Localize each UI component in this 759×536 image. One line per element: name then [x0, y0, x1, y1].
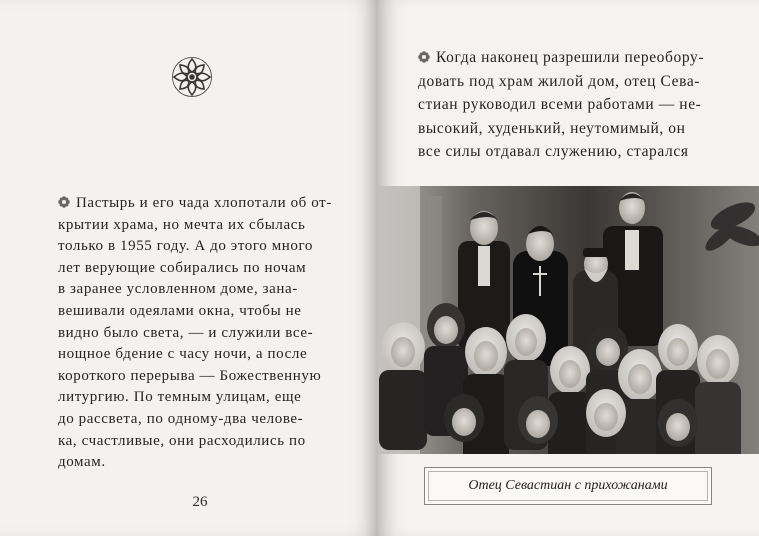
flower-bullet-icon: [58, 196, 70, 208]
photo-caption: [424, 467, 712, 505]
text-line: домам.: [58, 454, 106, 471]
text-line: нощное бдение с часу ночи, а после: [58, 346, 308, 363]
text-line: короткого перерыва — Божественную: [58, 367, 322, 384]
text-line: литургию. По темным улицам, еще: [58, 389, 302, 406]
text-line: лет верующие собирались по ночам: [58, 259, 307, 276]
text-line: только в 1955 году. А до этого много: [58, 238, 314, 255]
text-line: довать под храм жилой дом, отец Сева-: [418, 72, 701, 90]
page-number: 26: [192, 494, 208, 510]
text-line: до рассвета, по одному-два челове-: [58, 410, 304, 427]
floral-rosette-icon: [170, 55, 214, 99]
text-line: видно было света, — и служили все-: [58, 324, 314, 341]
right-page: [378, 0, 759, 536]
group-photo-icon: [378, 186, 759, 454]
text-line: в заранее условленном доме, зана-: [58, 281, 298, 298]
text-line: ка, счастливые, они расходились по: [58, 432, 306, 449]
left-paragraph: [58, 193, 332, 474]
right-paragraph: [418, 46, 704, 164]
flower-bullet-icon: [418, 51, 430, 63]
caption-text: Отец Севастиан с прихожанами: [468, 478, 668, 493]
text-line: вешивали одеялами окна, чтобы не: [58, 302, 302, 319]
text-line: Пастырь и его чада хлопотали об от-: [76, 195, 332, 211]
text-line: все силы отдавал служению, старался: [418, 143, 689, 160]
text-line: Когда наконец разрешили переобору-: [436, 49, 705, 66]
text-line: высокий, худенький, неутомимый, он: [418, 119, 686, 137]
text-line: крытии храма, но мечта их сбылась: [58, 216, 306, 233]
left-page: [0, 0, 378, 536]
text-line: стиан руководил всеми работами — не-: [418, 96, 702, 113]
